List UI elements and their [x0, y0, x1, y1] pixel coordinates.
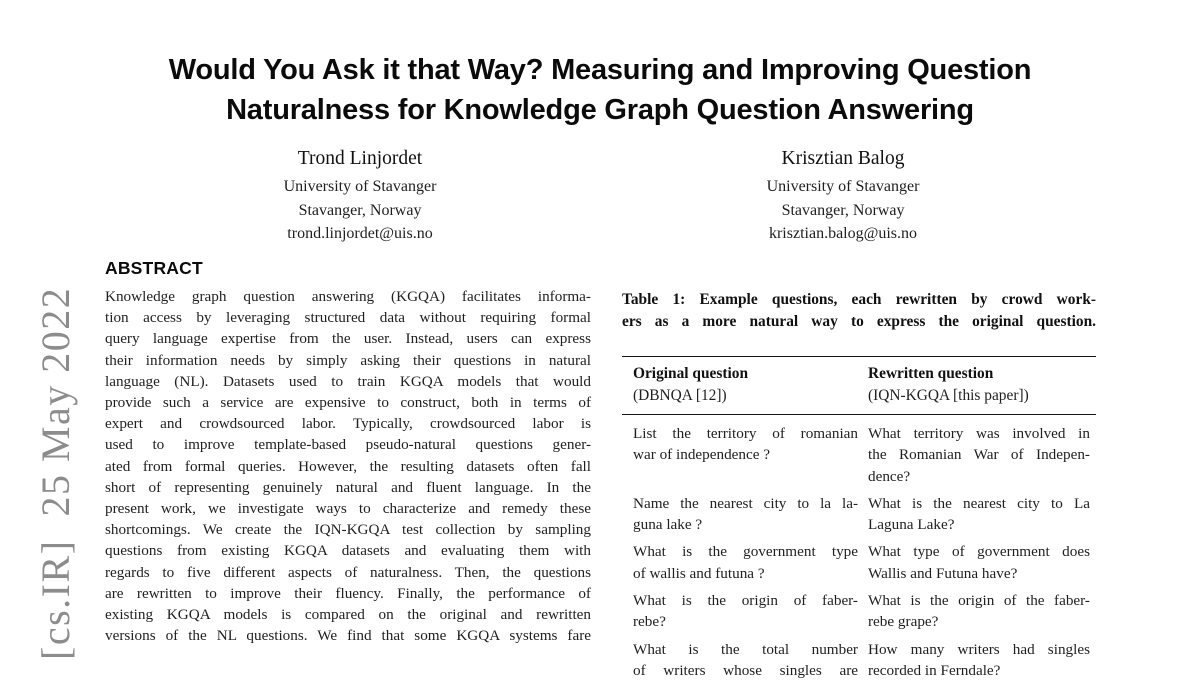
author-location: Stavanger, Norway [781, 201, 905, 219]
paper-title [60, 50, 1140, 130]
abstract-line: questions from existing KGQA datasets and evaluating them with [105, 542, 591, 560]
table-cell-line: of writers whose singles are [633, 661, 858, 679]
author-name: Krisztian Balog [781, 148, 905, 169]
table-row [622, 493, 1096, 536]
table-header-rewritten-subtitle: (IQN-KGQA [this paper]) [868, 386, 1029, 404]
abstract-line: tion access by leveraging structured data without requiring formal [105, 309, 591, 327]
abstract-line: present work, we investigate ways to characterize and remedy these [105, 500, 591, 518]
table-cell [868, 423, 1090, 487]
table-row [622, 590, 1096, 633]
table-cell [633, 493, 858, 536]
abstract-line: shortcomings. We create the IQN-KGQA test collection by sampling [105, 521, 591, 539]
table-row [622, 423, 1096, 487]
table-cell-line: What territory was involved in [868, 425, 1090, 442]
table-header-rewritten-title: Rewritten question [868, 365, 994, 382]
table-cell [868, 639, 1090, 682]
author-name: Trond Linjordet [297, 148, 423, 169]
table-cell-line: How many writers had singles [868, 640, 1090, 658]
table-cell-line: What is the total number [633, 640, 858, 658]
table-cell [633, 590, 858, 633]
table-cell-line: of wallis and futuna ? [633, 564, 765, 582]
table-cell-line: Name the nearest city to la la- [633, 494, 858, 512]
abstract-line: their information needs by simply asking their questions in natural [105, 351, 591, 369]
table-header-original-title: Original question [633, 365, 749, 382]
abstract-line: regards to five different aspects of naturalness. Then, the questions [105, 563, 591, 581]
table-cell-line: What is the nearest city to La [868, 494, 1090, 512]
table-cell-line: rebe? [633, 613, 666, 631]
abstract-line: versions of the NL questions. We find that some KGQA systems fare [105, 627, 591, 645]
abstract-line: provide such a service are expensive to construct, both in terms of [105, 394, 591, 412]
table-body [622, 415, 1096, 681]
table-cell-line: Laguna Lake? [868, 516, 955, 534]
abstract-line: used to improve template-based pseudo-natural questions gener- [105, 436, 591, 454]
abstract-line: Knowledge graph question answering (KGQA) facilitates informa- [105, 288, 591, 305]
abstract-line: language (NL). Datasets used to train KGQA models that would [105, 372, 591, 390]
abstract-heading: ABSTRACT [105, 258, 203, 278]
table-header-row [622, 357, 1096, 415]
table-header-original-subtitle: (DBNQA [12]) [633, 386, 727, 404]
abstract-line: are rewritten to improve their fluency. Finally, the performance of [105, 584, 591, 602]
paper-title-line-2: Naturalness for Knowledge Graph Question Answering [226, 94, 974, 126]
author-affiliation: University of Stavanger [766, 178, 920, 195]
table-cell-line: List the territory of romanian [633, 425, 858, 442]
table-cell-line: What type of government does [868, 543, 1090, 561]
table-cell [868, 493, 1090, 536]
table-row [622, 541, 1096, 584]
table-cell-line: war of independence ? [633, 446, 771, 464]
table-cell-line: the Romanian War of Indepen- [868, 446, 1090, 464]
table-cell-line: What is the origin of faber- [633, 592, 858, 610]
left-column [105, 258, 591, 646]
table-cell-line: recorded in Ferndale? [868, 661, 1001, 679]
table-caption-line-2: ers as a more natural way to express the original question. [622, 312, 1096, 330]
paper-title-line-1: Would You Ask it that Way? Measuring and Improving Question [168, 54, 1032, 86]
example-questions-table [622, 356, 1096, 681]
abstract-line: existing KGQA models is compared on the original and rewritten [105, 606, 591, 624]
author-block-2 [593, 146, 1093, 246]
table-cell-line: What is the origin of the faber- [868, 592, 1090, 610]
abstract-line: expert and crowdsourced labor. Typically, crowdsourced labor is [105, 415, 591, 433]
table-cell [633, 423, 858, 487]
author-email: trond.linjordet@uis.no [287, 225, 433, 242]
table-cell-line: dence? [868, 467, 911, 485]
table-cell-line: What is the government type [633, 543, 858, 561]
table-cell [633, 639, 858, 682]
arxiv-watermark: [cs.IR] 25 May 2022 [33, 286, 78, 660]
table-caption [622, 289, 1096, 332]
table-header-original [633, 363, 858, 406]
table-cell [868, 541, 1090, 584]
right-column [622, 289, 1096, 687]
table-cell [633, 541, 858, 584]
table-row [622, 639, 1096, 682]
abstract-line: query language expertise from the user. Instead, users can express [105, 330, 591, 348]
author-location: Stavanger, Norway [298, 201, 422, 219]
abstract-body [105, 286, 591, 646]
author-affiliation: University of Stavanger [283, 178, 437, 195]
table-cell-line: guna lake ? [633, 516, 703, 534]
table-cell [868, 590, 1090, 633]
author-block-1 [110, 146, 610, 246]
abstract-line: ated from formal queries. However, the resulting datasets often fall [105, 457, 591, 475]
abstract-line: short of representing genuinely natural and fluent language. In the [105, 478, 591, 496]
table-caption-line-1: Table 1: Example questions, each rewritten by crowd work- [622, 291, 1096, 308]
author-email: krisztian.balog@uis.no [768, 225, 918, 242]
table-cell-line: rebe grape? [868, 613, 939, 631]
table-header-rewritten [868, 363, 1093, 406]
table-cell-line: Wallis and Futuna have? [868, 564, 1018, 582]
